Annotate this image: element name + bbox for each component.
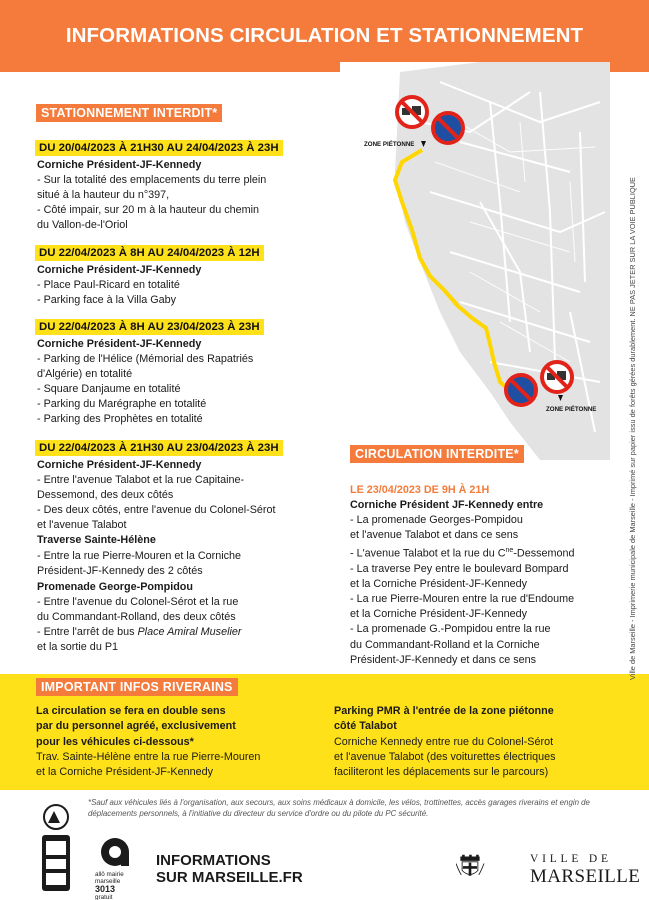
detail-line: - Parking du Marégraphe en totalité bbox=[37, 398, 207, 411]
no-entry-icon bbox=[542, 362, 572, 392]
detail-line: Dessemond, des deux côtés bbox=[37, 489, 174, 502]
info-line: Trav. Sainte-Hélène entre la rue Pierre-Mouren bbox=[36, 750, 261, 763]
detail-line: - Entre la rue Pierre-Mouren et la Corniche bbox=[37, 549, 242, 562]
detail-line: - Square Danjaume en totalité bbox=[37, 383, 181, 396]
detail-line: - Côté impair, sur 20 m à la hauteur du chemin bbox=[37, 204, 260, 217]
detail-line bbox=[37, 625, 276, 640]
print-note: Ville de Marseille - Imprimerie municipale de Marseille - Imprimé sur papier issu de forêts gérées durablement. NE PAS JETER SUR LA VOIE PUBLIQUE bbox=[628, 177, 637, 680]
superscript: ne bbox=[505, 547, 514, 555]
detail-line: du Commandant-Rolland, des deux côtés bbox=[37, 610, 236, 623]
city-crest-logo bbox=[456, 840, 526, 894]
detail-line: - Entre l'avenue du Colonel-Sérot et la rue bbox=[37, 595, 239, 608]
road-name: Corniche Président-JF-Kennedy bbox=[37, 338, 202, 350]
circulation-tag: CIRCULATION INTERDITE* bbox=[350, 445, 524, 463]
zone-label-2: ZONE PIÉTONNE bbox=[546, 406, 597, 413]
detail-line: et la Corniche Président-JF-Kennedy bbox=[350, 608, 528, 621]
detail-line: du Commandant-Rolland et la Corniche bbox=[350, 638, 540, 651]
info-bold: Parking PMR à l'entrée de la zone piétonne bbox=[334, 705, 554, 717]
recycling-logo bbox=[38, 803, 74, 895]
info-line: et l'avenue Talabot (des voiturettes électriques bbox=[334, 750, 556, 763]
detail-line bbox=[350, 543, 620, 562]
no-parking-icon bbox=[433, 113, 463, 143]
detail-line: - Place Paul-Ricard en totalité bbox=[37, 279, 180, 292]
period-block bbox=[37, 458, 276, 655]
no-parking-icon bbox=[506, 375, 536, 405]
info-bold: côté Talabot bbox=[334, 720, 397, 733]
road-name: Corniche Président-JF-Kennedy bbox=[37, 264, 202, 276]
info-bold: pour les véhicules ci-dessous* bbox=[36, 735, 194, 748]
detail-line: et la Corniche Président-JF-Kennedy bbox=[350, 578, 528, 591]
period-date: DU 20/04/2023 À 21H30 AU 24/04/2023 À 23H bbox=[35, 140, 283, 156]
road-name: Corniche Président-JF-Kennedy bbox=[37, 459, 202, 471]
website-line: INFORMATIONS bbox=[156, 852, 271, 869]
circulation-block bbox=[350, 474, 620, 668]
detail-line: - Parking des Prophètes en totalité bbox=[37, 413, 203, 426]
road-name: Corniche Président-JF-Kennedy bbox=[37, 159, 202, 171]
circulation-date: LE 23/04/2023 DE 9H À 21H bbox=[350, 484, 490, 496]
road-name: Promenade George-Pompidou bbox=[37, 580, 193, 593]
detail-line: et l'avenue Talabot bbox=[37, 519, 127, 532]
route-map bbox=[340, 62, 610, 460]
detail-line: - Parking face à la Villa Gaby bbox=[37, 294, 177, 307]
detail-line: - Des deux côtés, entre l'avenue du Colonel-Sérot bbox=[37, 504, 276, 517]
detail-line: - La promenade Georges-Pompidou bbox=[350, 514, 523, 527]
page-title: INFORMATIONS CIRCULATION ET STATIONNEMENT bbox=[65, 24, 584, 47]
website-info bbox=[156, 852, 303, 886]
riverains-left bbox=[36, 704, 260, 780]
period-block bbox=[37, 263, 201, 308]
detail-line: situé à la hauteur du n°397, bbox=[37, 189, 170, 202]
info-line: et la Corniche Président-JF-Kennedy bbox=[36, 766, 214, 779]
allo-number: 3013 bbox=[95, 884, 116, 894]
detail-text: -Dessemond bbox=[513, 547, 575, 560]
info-line: Corniche Kennedy entre rue du Colonel-Sérot bbox=[334, 735, 554, 748]
city-name-top: VILLE DE bbox=[530, 853, 612, 865]
info-bold: par du personnel agréé, exclusivement bbox=[36, 720, 236, 733]
allo-line: allô mairie bbox=[95, 871, 124, 878]
detail-text: - L'avenue Talabot et la rue du C bbox=[350, 547, 506, 560]
no-entry-icon bbox=[397, 97, 427, 127]
allo-mairie-text bbox=[95, 871, 135, 900]
road-name: Traverse Sainte-Hélène bbox=[37, 534, 156, 547]
zone-label-1: ZONE PIÉTONNE bbox=[364, 141, 415, 148]
detail-line: - Entre l'avenue Talabot et la rue Capitaine- bbox=[37, 474, 245, 487]
footnote: *Sauf aux véhicules liés à l'organisation, aux secours, aux soins médicaux à domicile, les vélos, trottinettes, accès garages riverains et engin de déplacements personnels, à l'initiative du directeur du service d'ordre ou du pilote du PC sécurité. bbox=[88, 798, 590, 818]
detail-line: du Vallon-de-l'Oriol bbox=[37, 219, 128, 232]
detail-line: Président-JF-Kennedy des 2 côtés bbox=[37, 564, 203, 577]
period-block bbox=[37, 158, 266, 233]
period-block bbox=[37, 337, 253, 428]
detail-line: - Sur la totalité des emplacements du terre plein bbox=[37, 174, 267, 187]
detail-line: et l'avenue Talabot et dans ce sens bbox=[350, 529, 519, 542]
detail-line: - La rue Pierre-Mouren entre la rue d'Endoume bbox=[350, 593, 575, 606]
period-date: DU 22/04/2023 À 8H AU 23/04/2023 À 23H bbox=[35, 319, 264, 335]
detail-line: d'Algérie) en totalité bbox=[37, 368, 133, 381]
allo-line: marseille bbox=[95, 878, 121, 885]
detail-line: - La promenade G.-Pompidou entre la rue bbox=[350, 623, 551, 636]
detail-line: - Parking de l'Hélice (Mémorial des Rapatriés bbox=[37, 353, 254, 366]
riverains-tag: IMPORTANT INFOS RIVERAINS bbox=[36, 678, 238, 696]
info-line: faciliteront les déplacements sur le parcours) bbox=[334, 766, 549, 779]
detail-text: - Entre l'arrêt de bus bbox=[37, 626, 135, 639]
period-date: DU 22/04/2023 À 8H AU 24/04/2023 À 12H bbox=[35, 245, 264, 261]
website-line: SUR MARSEILLE.FR bbox=[156, 869, 303, 886]
riverains-right bbox=[334, 704, 556, 780]
city-name-bottom: MARSEILLE bbox=[530, 866, 641, 887]
detail-line: - La traverse Pey entre le boulevard Bompard bbox=[350, 563, 569, 576]
detail-line: et la sortie du P1 bbox=[37, 641, 119, 654]
detail-line: Président-JF-Kennedy et dans ce sens bbox=[350, 653, 537, 666]
road-name: Corniche Président JF-Kennedy entre bbox=[350, 499, 544, 512]
allo-line: gratuit bbox=[95, 894, 113, 900]
info-bold: La circulation se fera en double sens bbox=[36, 705, 226, 717]
period-date: DU 22/04/2023 À 21H30 AU 23/04/2023 À 23H bbox=[35, 440, 283, 456]
stationnement-tag: STATIONNEMENT INTERDIT* bbox=[36, 104, 222, 122]
bus-stop-name: Place Amiral Muselier bbox=[137, 626, 242, 639]
